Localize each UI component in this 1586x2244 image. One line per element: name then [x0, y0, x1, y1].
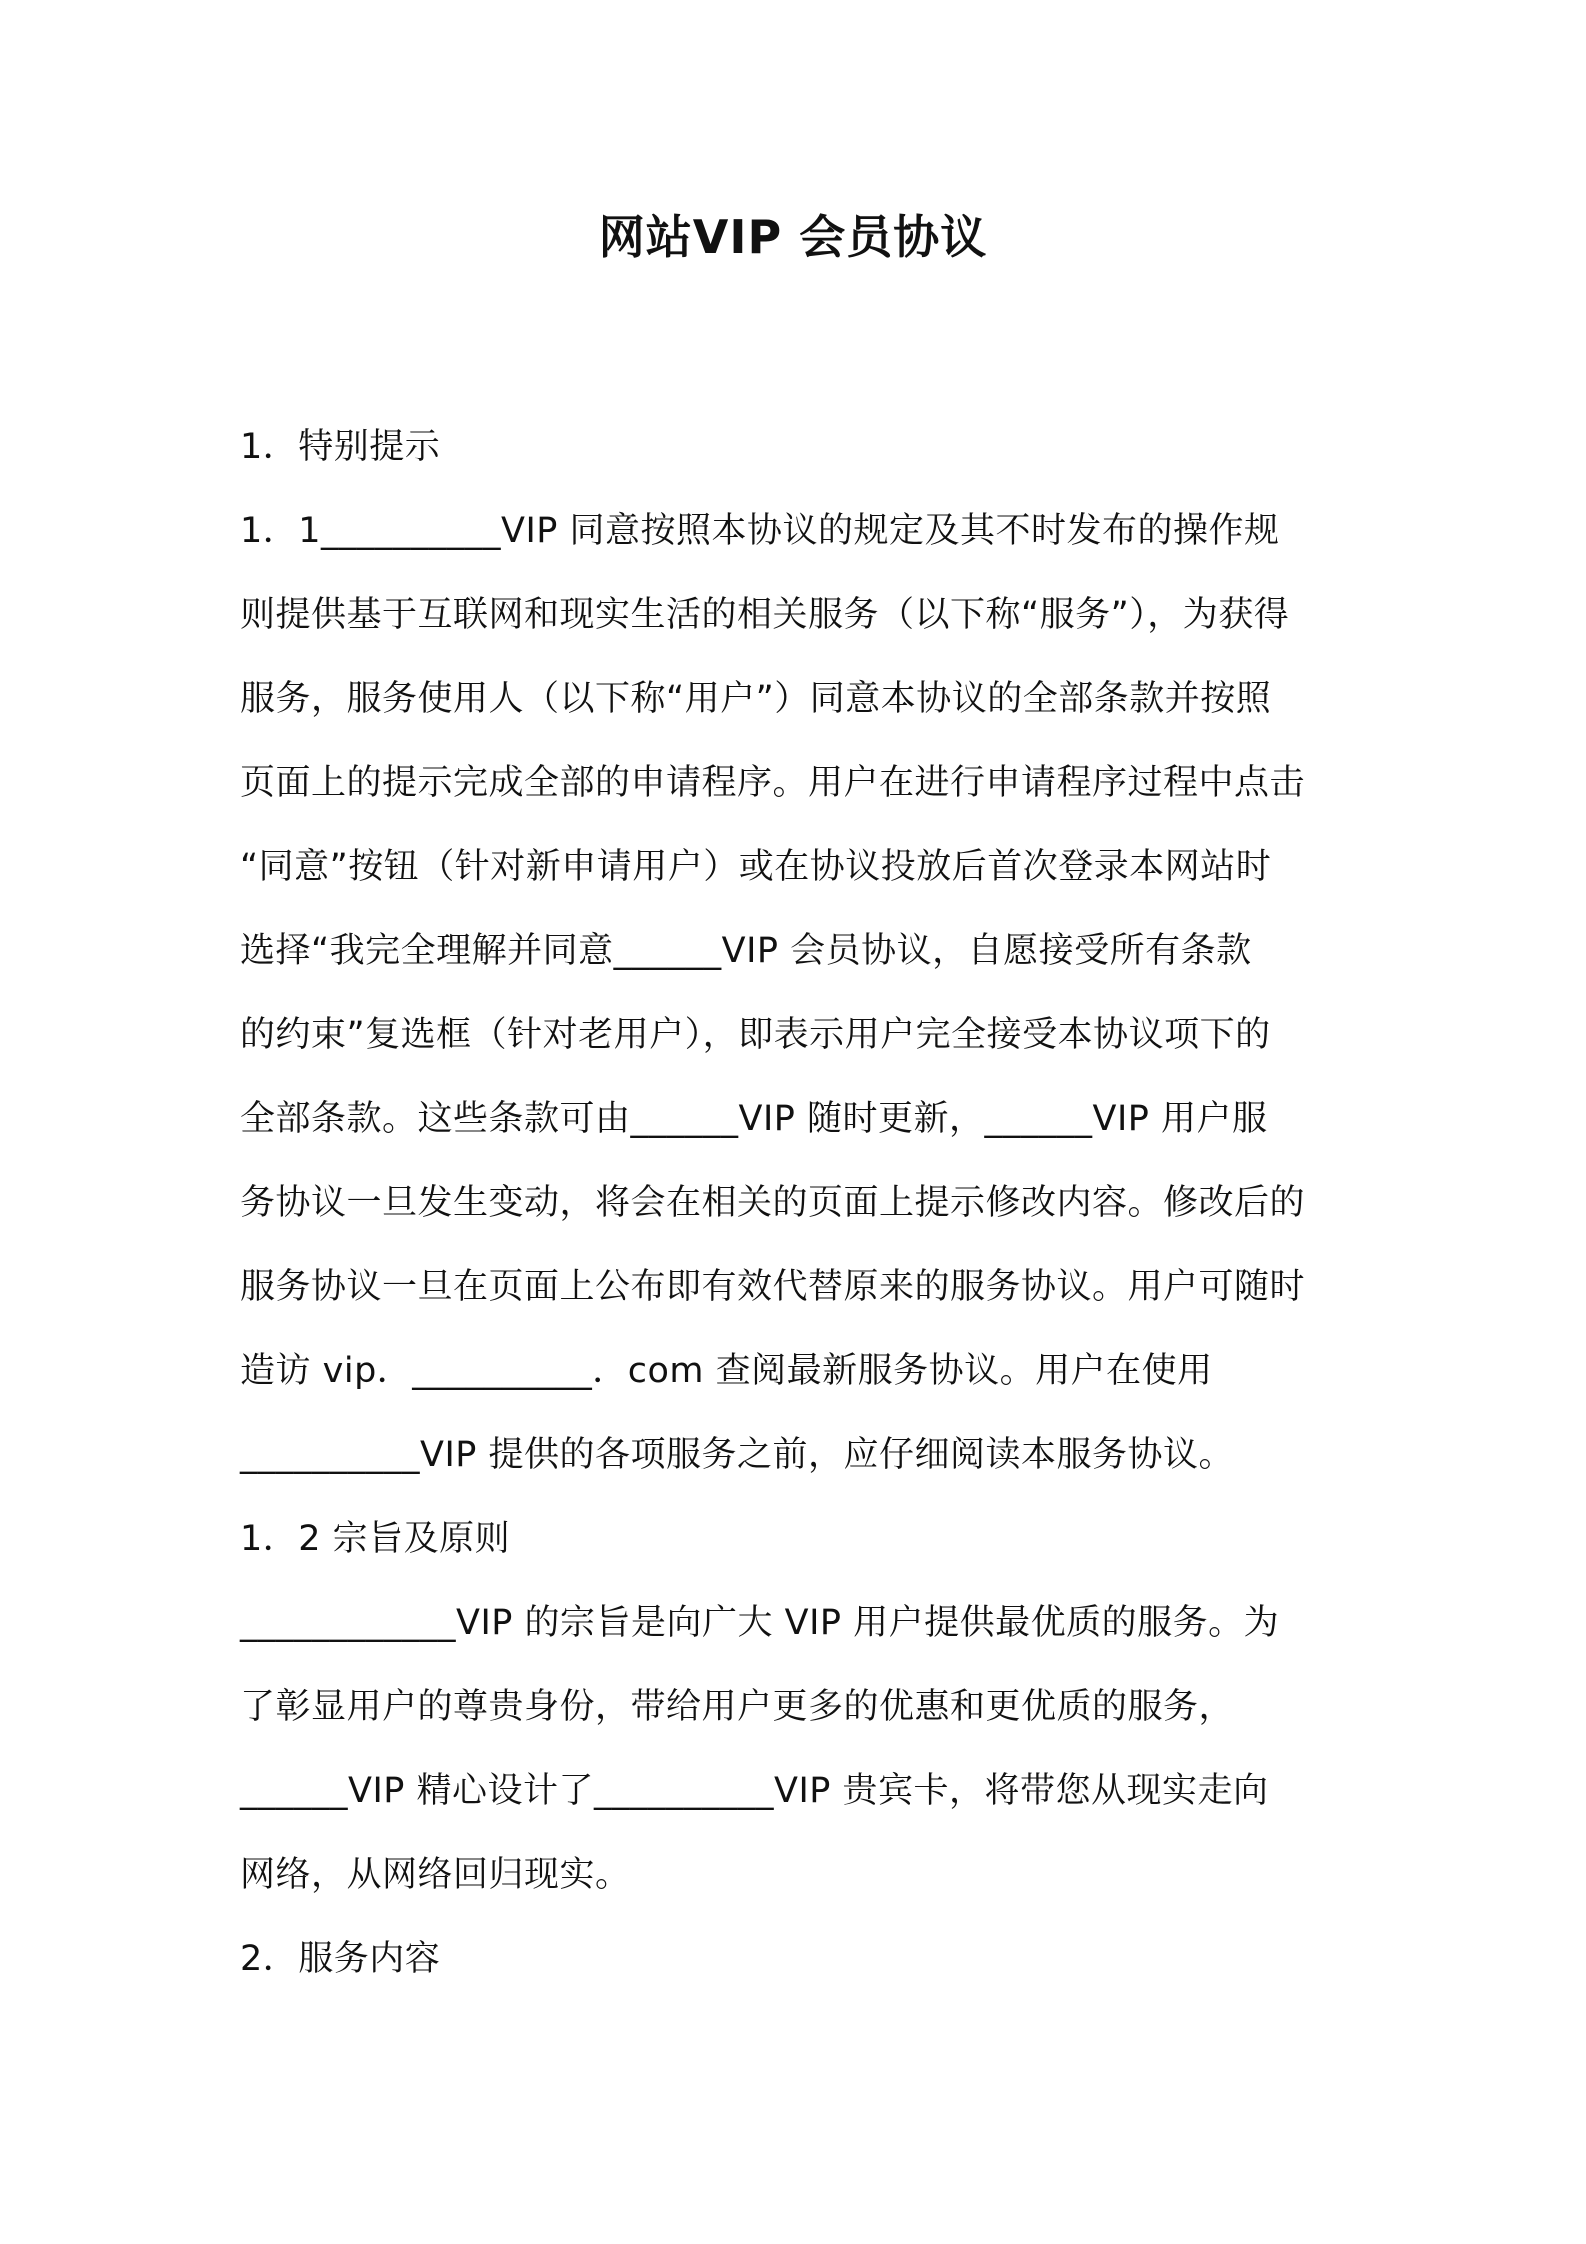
paragraph-line: 了彰显用户的尊贵身份，带给用户更多的优惠和更优质的服务，: [240, 1687, 1235, 1727]
paragraph-line: 造访 vip．__________．com 查阅最新服务协议。用户在使用: [240, 1351, 1213, 1391]
paragraph-line: ____________VIP 的宗旨是向广大 VIP 用户提供最优质的服务。为: [240, 1603, 1280, 1643]
paragraph-line: 1．1__________VIP 同意按照本协议的规定及其不时发布的操作规: [240, 511, 1280, 551]
document-title: 网站VIP 会员协议: [598, 210, 988, 264]
section-heading-special-notice: 1．特别提示: [240, 427, 441, 467]
paragraph-line: 服务，服务使用人（以下称“用户”）同意本协议的全部条款并按照: [240, 679, 1272, 719]
section-heading-service-content: 2．服务内容: [240, 1939, 441, 1979]
paragraph-line: ______VIP 精心设计了__________VIP 贵宾卡，将带您从现实走向: [240, 1771, 1269, 1811]
paragraph-line: 则提供基于互联网和现实生活的相关服务（以下称“服务”），为获得: [240, 595, 1290, 635]
paragraph-line: 全部条款。这些条款可由______VIP 随时更新，______VIP 用户服: [240, 1099, 1268, 1139]
paragraph-line: 页面上的提示完成全部的申请程序。用户在进行申请程序过程中点击: [240, 763, 1306, 803]
paragraph-line: 的约束”复选框（针对老用户），即表示用户完全接受本协议项下的: [240, 1015, 1271, 1055]
paragraph-line: __________VIP 提供的各项服务之前，应仔细阅读本服务协议。: [240, 1435, 1234, 1475]
paragraph-line: 服务协议一旦在页面上公布即有效代替原来的服务协议。用户可随时: [240, 1267, 1306, 1307]
paragraph-line: “同意”按钮（针对新申请用户）或在协议投放后首次登录本网站时: [240, 847, 1272, 887]
document-body: [240, 405, 1355, 2001]
paragraph-line: 务协议一旦发生变动，将会在相关的页面上提示修改内容。修改后的: [240, 1183, 1306, 1223]
section-heading-purpose: 1．2 宗旨及原则: [240, 1519, 511, 1559]
paragraph-line: 选择“我完全理解并同意______VIP 会员协议，自愿接受所有条款: [240, 931, 1252, 971]
paragraph-line: 网络，从网络回归现实。: [240, 1855, 631, 1895]
